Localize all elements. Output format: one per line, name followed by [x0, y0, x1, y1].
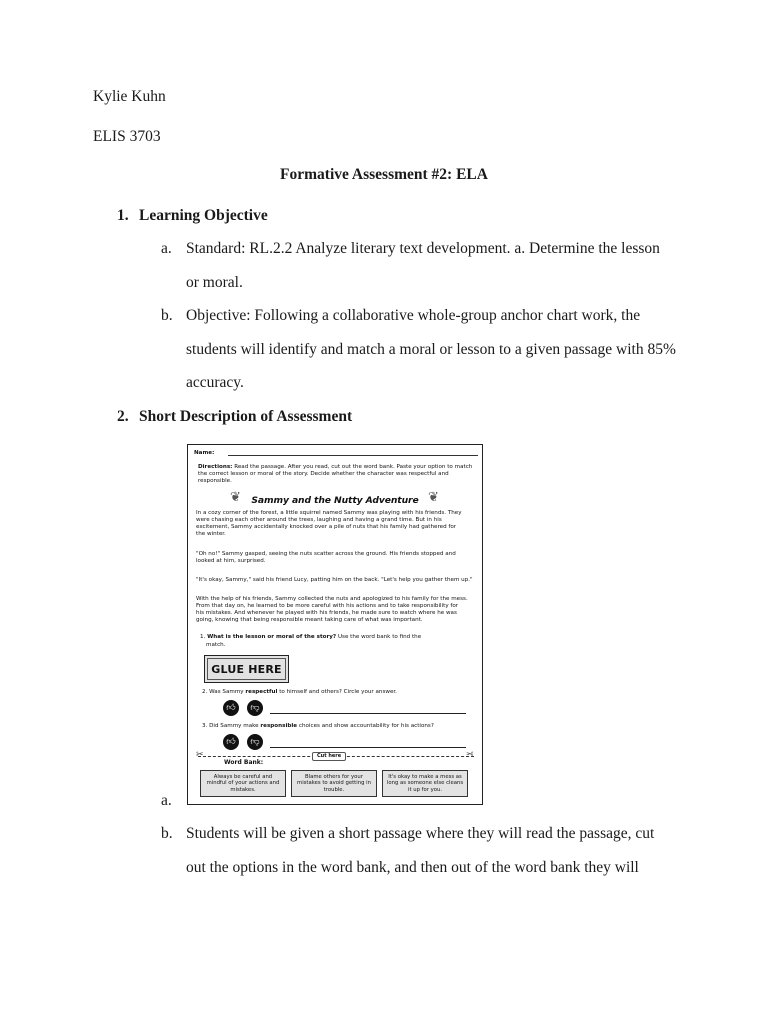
directions-line-2: the correct lesson or moral of the story. Decide whether the character was respectful and: [198, 471, 449, 477]
story-p4-l1: With the help of his friends, Sammy collected the nuts and apologized to his family for the mess.: [196, 596, 468, 602]
item-1b-line2: students will identify and match a moral or lesson to a given passage with 85%: [186, 341, 676, 358]
squirrel-icon-left: ❦: [230, 490, 241, 505]
item-2b-line2: out the options in the word bank, and then out of the word bank they will: [186, 859, 639, 876]
item-2b-line1: Students will be given a short passage where they will read the passage, cut: [186, 825, 655, 842]
word-bank-label: Word Bank:: [224, 759, 264, 766]
name-line: [228, 455, 478, 456]
word-bank-option-2: Blame others for your mistakes to avoid getting in trouble.: [291, 770, 377, 797]
word-bank-option-1: Always be careful and mindful of your actions and mistakes.: [200, 770, 286, 797]
thumbs-up-icon: 👍︎: [223, 734, 239, 750]
item-2a-letter: a.: [161, 792, 172, 809]
document-title: Formative Assessment #2: ELA: [280, 166, 488, 183]
item-1b-letter: b.: [161, 307, 173, 324]
directions-line-1: Directions: Read the passage. After you read, cut out the word bank. Paste your option to match: [198, 464, 473, 470]
story-p2-l1: "Oh no!" Sammy gasped, seeing the nuts scatter across the ground. His friends stopped and: [196, 551, 456, 557]
glue-here-box: [204, 655, 289, 683]
directions-line-3: responsible.: [198, 478, 232, 484]
thumbs-up-icon: 👍︎: [223, 700, 239, 716]
story-p1-l4: the winter.: [196, 531, 226, 537]
glue-here-label: GLUE HERE: [211, 662, 282, 676]
item-1b-line1: Objective: Following a collaborative whole-group anchor chart work, the: [186, 307, 641, 324]
story-p2-l2: looked at him, surprised.: [196, 558, 266, 564]
item-1a-line2: or moral.: [186, 274, 243, 291]
worksheet-name-label: Name:: [194, 450, 215, 456]
scissors-icon: ✂: [196, 750, 204, 760]
question-1: 1. What is the lesson or moral of the story? Use the word bank to find the: [200, 634, 422, 640]
story-title: Sammy and the Nutty Adventure: [251, 495, 419, 506]
section-2-heading: Short Description of Assessment: [139, 408, 353, 425]
item-1a-line1: Standard: RL.2.2 Analyze literary text development. a. Determine the lesson: [186, 240, 660, 257]
item-2b-letter: b.: [161, 825, 173, 842]
scissors-icon: ✂: [466, 750, 474, 760]
story-p4-l2: From that day on, he learned to be more careful with his actions and to take responsibility for: [196, 603, 459, 609]
item-1b-line3: accuracy.: [186, 374, 244, 391]
section-1-number: 1.: [117, 207, 129, 224]
question-2-answer-line: [270, 713, 466, 714]
story-p4-l4: going, knowing that being responsible meant taking care of what was important.: [196, 617, 423, 623]
story-p1-l3: excitement, Sammy accidentally knocked over a pile of nuts that his family had gathered for: [196, 524, 457, 530]
story-p4-l3: his mistakes. And whenever he played with his friends, he made sure to watch where he was: [196, 610, 457, 616]
item-1a-letter: a.: [161, 240, 172, 257]
word-bank-option-3: It's okay to make a mess as long as someone else cleans it up for you.: [382, 770, 468, 797]
author-name: Kylie Kuhn: [93, 88, 166, 105]
question-2: 2. Was Sammy respectful to himself and others? Circle your answer.: [202, 689, 397, 695]
story-p1-l2: were chasing each other around the trees, laughing and having a grand time. But in his: [196, 517, 442, 523]
section-2-number: 2.: [117, 408, 129, 425]
worksheet-image: [187, 444, 483, 805]
section-1-heading: Learning Objective: [139, 207, 268, 224]
thumbs-down-icon: 👎︎: [247, 734, 263, 750]
question-3-answer-line: [270, 747, 466, 748]
story-p3-l1: "It's okay, Sammy," said his friend Lucy, patting him on the back. "Let's help you gather them up.": [196, 577, 473, 583]
question-3: 3. Did Sammy make responsible choices and show accountability for his actions?: [202, 723, 434, 729]
cut-here-label: Cut here: [312, 752, 346, 761]
thumbs-down-icon: 👎︎: [247, 700, 263, 716]
question-1-line-2: match.: [206, 642, 226, 648]
story-p1-l1: In a cozy corner of the forest, a little squirrel named Sammy was playing with his friends. They: [196, 510, 462, 516]
squirrel-icon-right: ❦: [428, 490, 439, 505]
course-code: ELIS 3703: [93, 128, 161, 145]
